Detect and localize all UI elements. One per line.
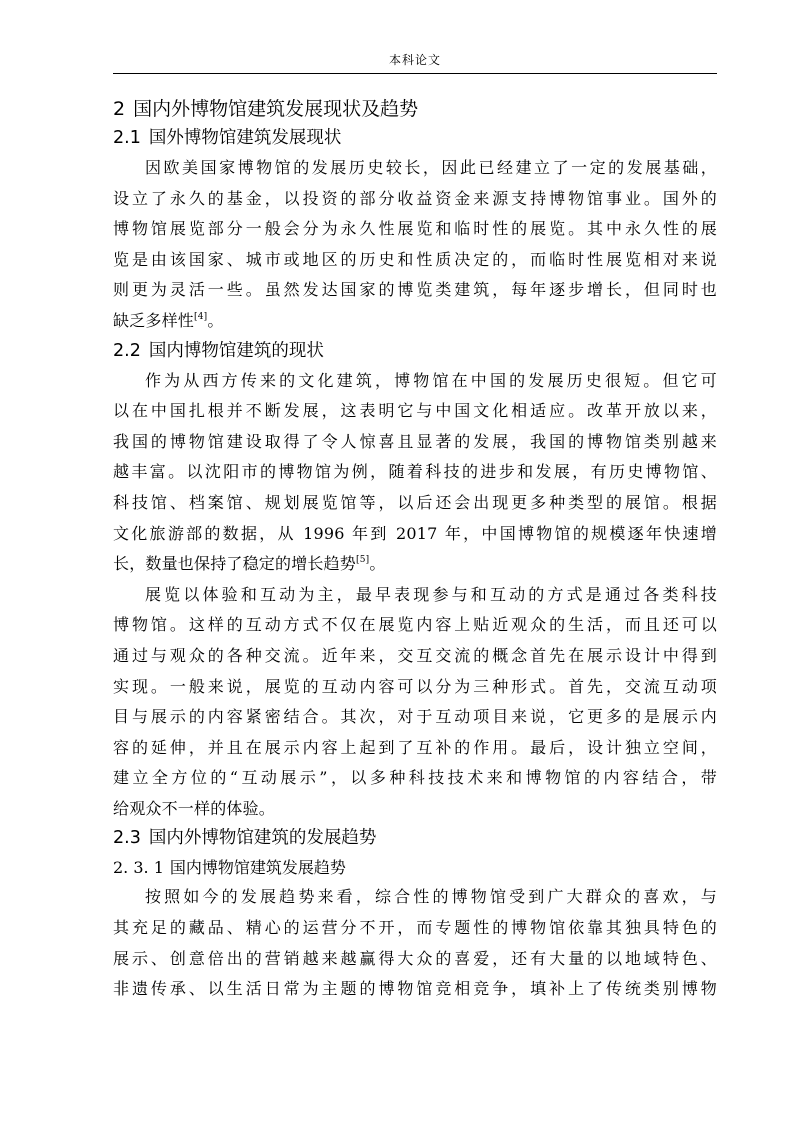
paragraph-line: 文化旅游部的数据，从 1996 年到 2017 年，中国博物馆的规模逐年快速增 <box>113 523 717 543</box>
paragraph-line: 则更为灵活一些。虽然发达国家的博览类建筑，每年逐步增长，但同时也 <box>113 280 717 300</box>
section-2-2-title: 国内博物馆建筑的现状 <box>148 340 324 361</box>
line-text: 长，数量也保持了稳定的增长趋势 <box>113 554 357 574</box>
section-2-1-title: 国外博物馆建筑发展现状 <box>148 128 342 148</box>
paragraph-line <box>113 549 717 580</box>
paragraph-line: 博物馆。这样的互动方式不仅在展览内容上贴近观众的生活，而且还可以 <box>113 615 717 635</box>
section-2-2-paragraph-2 <box>113 580 717 825</box>
section-2-3-title: 国内外博物馆建筑的发展趋势 <box>148 828 377 849</box>
citation-4[interactable]: [4] <box>194 311 208 322</box>
paragraph-line: 览是由该国家、城市或地区的历史和性质决定的，而临时性展览相对来说 <box>113 249 717 269</box>
paragraph-line: 因欧美国家博物馆的发展历史较长，因此已经建立了一定的发展基础， <box>145 158 717 177</box>
paragraph-line <box>113 306 717 337</box>
paragraph-line: 实现。一般来说，展览的互动内容可以分为三种形式。首先，交流互动项 <box>113 676 717 696</box>
section-2-3-1-title: 国内博物馆建筑发展趋势 <box>169 858 346 878</box>
paragraph-line: 容的延伸，并且在展示内容上起到了互补的作用。最后，设计独立空间， <box>113 737 717 757</box>
paragraph-line: 以在中国扎根并不断发展，这表明它与中国文化相适应。改革开放以来， <box>113 401 717 421</box>
section-2-2-heading <box>113 337 717 366</box>
section-2-3-heading <box>113 824 717 853</box>
paragraph-line: 按照如今的发展趋势来看，综合性的博物馆受到广大群众的喜欢，与 <box>145 887 717 907</box>
paragraph-line: 给观众不一样的体验。 <box>113 798 276 818</box>
section-2-1-paragraph <box>113 153 717 337</box>
paragraph-line: 设立了永久的基金，以投资的部分收益资金来源支持博物馆事业。国外的 <box>113 188 717 208</box>
line-text: 缺乏多样性 <box>113 310 195 330</box>
paragraph-line: 建立全方位的“互动展示”，以多种科技技术来和博物馆的内容结合，带 <box>113 768 717 788</box>
paragraph-line: 其充足的藏品、精心的运营分不开，而专题性的博物馆依靠其独具特色的 <box>113 918 717 938</box>
page-body <box>113 94 717 1005</box>
section-2-2-number: 2.2 <box>113 340 141 361</box>
paragraph-line: 通过与观众的各种交流。近年来，交互交流的概念首先在展示设计中得到 <box>113 645 717 665</box>
section-2-3-1-paragraph <box>113 882 717 1004</box>
paragraph-line: 博物馆展览部分一般会分为永久性展览和临时性的展览。其中永久性的展 <box>113 219 717 239</box>
paragraph-line: 科技馆、档案馆、规划展览馆等，以后还会出现更多种类型的展馆。根据 <box>113 492 717 512</box>
section-2-title: 国内外博物馆建筑发展现状及趋势 <box>133 98 419 120</box>
section-2-3-1-heading <box>113 853 717 882</box>
paragraph-line: 展览以体验和互动为主，最早表现参与和互动的方式是通过各类科技 <box>145 584 717 604</box>
section-2-number: 2 <box>113 98 126 120</box>
paragraph-line: 展示、创意倍出的营销越来越赢得大众的喜爱，还有大量的以地域特色、 <box>113 948 717 968</box>
citation-5[interactable]: [5] <box>356 555 370 566</box>
section-2-1-heading <box>113 124 717 153</box>
paragraph-line: 我国的博物馆建设取得了令人惊喜且显著的发展，我国的博物馆类别越来 <box>113 431 717 451</box>
section-2-heading <box>113 94 717 124</box>
section-2-2-paragraph-1 <box>113 366 717 580</box>
section-2-3-1-number: 2. 3. 1 <box>113 858 164 878</box>
paragraph-line: 作为从西方传来的文化建筑，博物馆在中国的发展历史很短。但它可 <box>145 370 717 390</box>
line-end: 。 <box>369 554 386 574</box>
running-header: 本科论文 <box>388 53 441 67</box>
paragraph-line: 目与展示的内容紧密结合。其次，对于互动项目来说，它更多的是展示内 <box>113 707 717 727</box>
header-rule <box>113 73 717 74</box>
section-2-1-number: 2.1 <box>113 128 141 148</box>
section-2-3-number: 2.3 <box>113 828 141 849</box>
paragraph-line: 越丰富。以沈阳市的博物馆为例，随着科技的进步和发展，有历史博物馆、 <box>113 462 717 482</box>
line-end: 。 <box>207 310 224 330</box>
paragraph-line: 非遗传承、以生活日常为主题的博物馆竞相竞争，填补上了传统类别博物 <box>113 979 717 999</box>
